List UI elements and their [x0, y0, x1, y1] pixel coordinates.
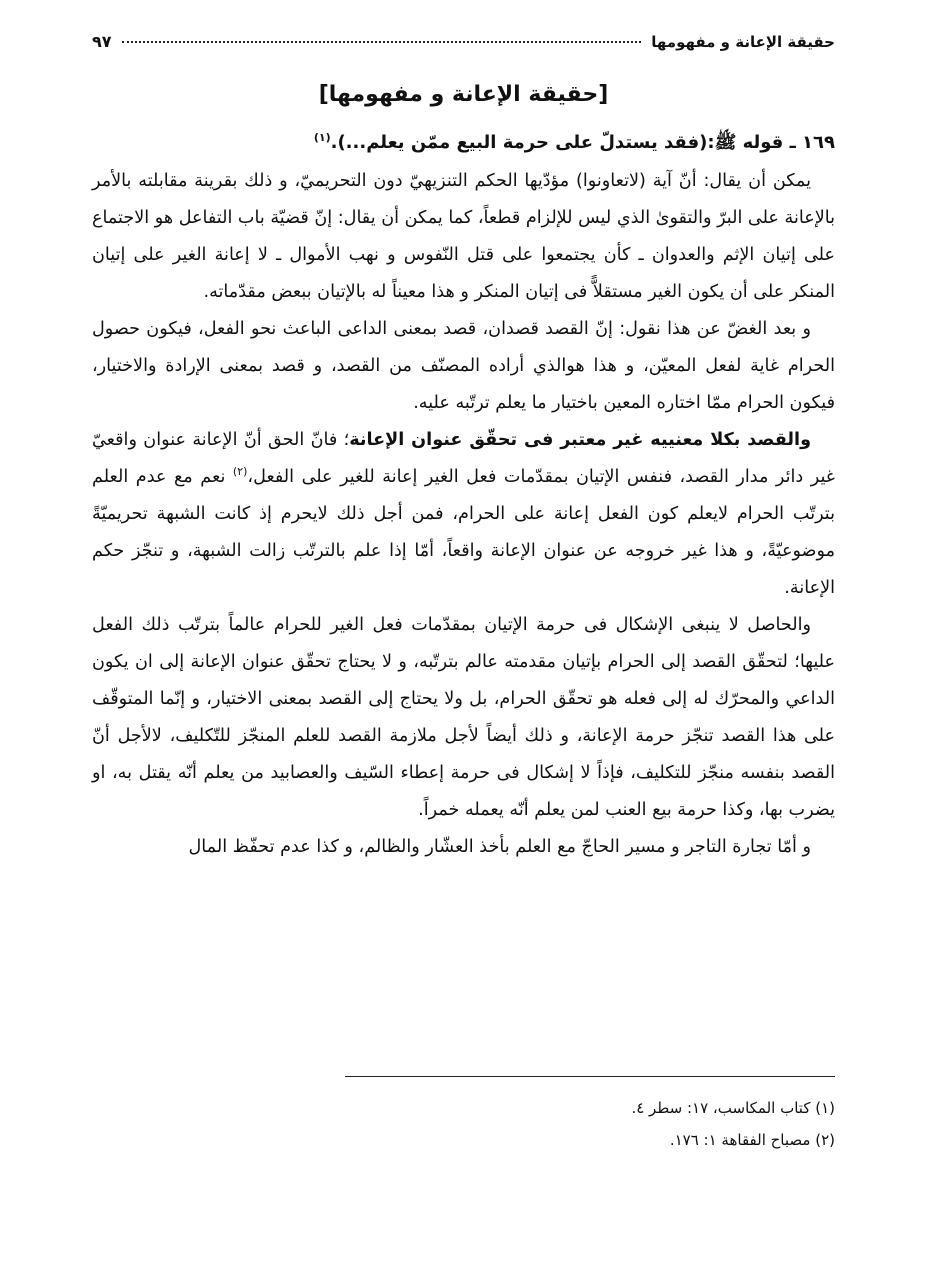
lead-heading [92, 124, 835, 161]
footnote-divider [345, 1076, 835, 1077]
lead-heading-text: ١٦٩ ـ قوله ﷺ:(فقد يستدلّ على حرمة البيع ممّن يعلم...). [330, 132, 835, 153]
paragraph-5: و أمّا تجارة التاجر و مسير الحاجّ مع العلم بأخذ العشّار والظالم، و كذا عدم تحفّظ المال [188, 837, 811, 857]
paragraph-3-lead: والقصد بكلا معنييه غير معتبر فى تحقّق عنوان الإعانة [349, 430, 812, 450]
paragraph-4: والحاصل لا ينبغى الإشكال فى حرمة الإتيان بمقدّمات فعل الغير للحرام عالماً بترتّب ذلك الفعل عليها؛ لتحقّق القصد إلى الحرام بإتيان مقدمته عالم بترتّبه، و لا يحتاج تحقّق عنوان الإعانة إلى ان يكون الداعي والمحرّك له إلى فعله هو تحقّق الحرام، بل ولا يحتاج إلى القصد بمعنى الاختيار، و إنّما المتوقّف على هذا القصد تنجّز حرمة الإعانة، و ذلك أيضاً لأجل ملازمة القصد للعلم المنجّز للتّكليف، لالأجل أنّ القصد بنفسه منجّز للتكليف، فإذاً لا إشكال فى حرمة إعطاء السّيف والعصابيد من يعلم أنّه يقتل به، او يضرب بها، وكذا حرمة بيع العنب لمن يعلم أنّه يعمله خمراً. [92, 615, 835, 820]
footnote-2: (٢) مصباح الفقاهة ١: ١٧٦. [669, 1131, 835, 1149]
body-text [92, 124, 835, 866]
running-header [92, 32, 835, 60]
paragraph-3-part-a: ؛ فانّ الحق أنّ الإعانة عنوان واقعيّ غير دائر مدار القصد، فنفس الإتيان بمقدّمات فعل الغير إعانة للغير على الفعل، [92, 430, 835, 487]
footnote-ref-2: (٢) [232, 465, 248, 479]
page-number: ٩٧ [92, 32, 112, 51]
footnote-ref-1: (١) [313, 131, 331, 144]
paragraph-2: و بعد الغضّ عن هذا نقول: إنّ القصد قصدان، قصد بمعنى الداعى الباعث نحو الفعل، فيكون حصول الحرام غاية لفعل المعيّن، و هذا هوالذي أراده المصنّف من القصد، و قصد بمعنى الإرادة والاختيار، فيكون الحرام ممّا اختاره المعين باختيار ما يعلم ترتّبه عليه. [92, 319, 835, 413]
paragraph-3-part-b: نعم مع عدم العلم بترتّب الحرام لايعلم كون الفعل إعانة على الحرام، فمن أجل ذلك لايحرم إذ كانت الشبهة تحريميّةً موضوعيّةً، و هذا غير خروجه عن عنوان الإعانة واقعاً، أمّا إذا علم بالترتّب زالت الشبهة، و تنجّز حكم الإعانة. [92, 467, 835, 598]
section-title: [حقيقة الإعانة و مفهومها] [318, 82, 609, 107]
footnote-1: (١) كتاب المكاسب، ١٧: سطر ٤. [631, 1099, 835, 1117]
paragraph-3 [92, 422, 835, 607]
paragraph-1: يمكن أن يقال: أنّ آية (لاتعاونوا) مؤدّيها الحكم التنزيهيّ دون التحريميّ، و ذلك بقرينة مقابلته بالأمر بالإعانة على البرّ والتقوىٰ الذي ليس للإلزام قطعاً، كما يمكن أن يقال: إنّ قضيّة باب التفاعل هو الاجتماع على إتيان الإثم والعدوان ـ كأن يجتمعوا على قتل النّفوس و نهب الأموال ـ لا إعانة الغير على إتيان المنكر على أن يكون الغير مستقلاًّ فى إتيان المنكر و هذا معيناً له بالإتيان ببعض مقدّماته. [92, 171, 835, 302]
running-header-title: حقيقة الإعانة و مفهومها [651, 33, 835, 51]
footnotes [92, 1092, 835, 1156]
header-dot-leader [122, 41, 642, 43]
